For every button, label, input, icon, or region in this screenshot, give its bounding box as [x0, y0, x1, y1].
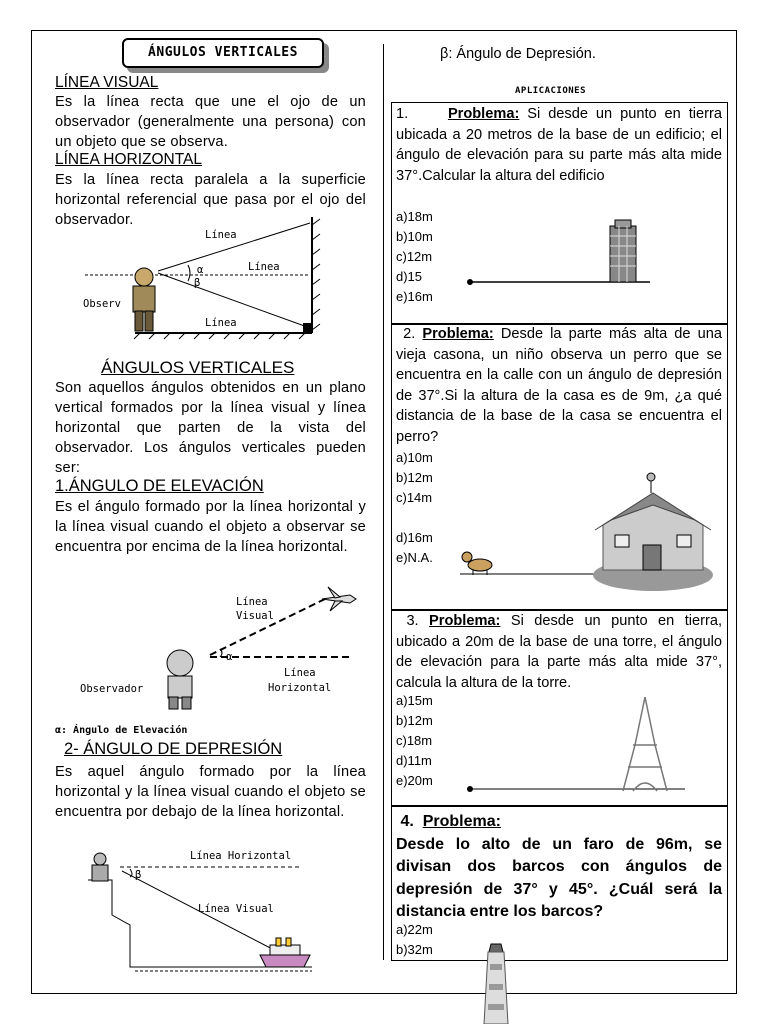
diagram3-beta: β — [135, 869, 142, 881]
linea-horizontal-title: LÍNEA HORIZONTAL — [55, 151, 202, 168]
diagram2-visual1: Línea — [236, 596, 268, 608]
depresion-text: Es aquel ángulo formado por la línea horizontal y la línea visual cuando el objeto se encuentra por debajo de la línea horizontal. — [55, 764, 366, 820]
problem-1-text — [396, 104, 722, 186]
elevacion-text: Es el ángulo formado por la línea horizontal y la línea visual cuando el objeto a observar se encuentra por encima de la línea horizontal. — [55, 499, 366, 555]
linea-visual-title: LÍNEA VISUAL — [55, 74, 159, 91]
option: b)32m — [396, 942, 433, 957]
problem-2-number: 2. — [403, 326, 416, 342]
option: c)14m — [396, 490, 433, 505]
eiffel-tower-icon — [623, 697, 667, 791]
elevacion-title: 1.ÁNGULO DE ELEVACIÓN — [55, 477, 264, 495]
building-icon — [610, 220, 636, 282]
problem-2-label: Problema: — [422, 326, 494, 342]
diagram2-observer: Observador — [80, 683, 144, 695]
option: d)16m — [396, 530, 433, 545]
diagram1-bottom-label: Línea — [205, 317, 237, 329]
angulos-verticales-title: ÁNGULOS VERTICALES — [101, 358, 295, 377]
option: b)12m — [396, 470, 433, 485]
problem-4-text — [396, 811, 722, 924]
house-icon — [593, 493, 713, 591]
option: c)12m — [396, 249, 433, 264]
ship-icon — [260, 938, 310, 967]
diagram2-visual2: Visual — [236, 610, 274, 622]
problem-2-text — [396, 324, 722, 447]
option: a)10m — [396, 450, 433, 465]
lighthouse-icon — [484, 944, 508, 1024]
problem-2-statement: Desde la parte más alta de una vieja casona, un niño observa un perro que se encuentra en la calle con un ángulo de depresión de 37°.Si la altura de la casa es de 9m, ¿a qué distancia de la base de la casa se encuentra el perro? — [396, 326, 722, 445]
linea-visual-text: Es la línea recta que une el ojo de un observador (generalmente una persona) con un objeto que se observa. — [55, 94, 366, 150]
problem-2-options — [396, 448, 433, 568]
dog-icon — [462, 552, 492, 575]
diagram1-mid-label: Línea — [248, 261, 280, 273]
aplicaciones-label: APLICACIONES — [515, 86, 587, 96]
option: c)18m — [396, 733, 433, 748]
option: a)18m — [396, 209, 433, 224]
option: d)11m — [396, 753, 432, 768]
column-divider — [383, 44, 384, 960]
problem-3-label: Problema: — [429, 613, 501, 629]
linea-horizontal-text: Es la línea recta paralela a la superficie horizontal referencial que pasa por el ojo del observador. — [55, 172, 366, 228]
observer-figure-icon — [133, 268, 155, 331]
problem-1-label: Problema: — [447, 106, 520, 122]
alpha-caption: α: Ángulo de Elevación — [55, 725, 188, 736]
option: e)20m — [396, 773, 433, 788]
child-icon — [647, 473, 655, 493]
diagram2-horiz1: Línea — [284, 667, 316, 679]
diagram3-visual: Línea Visual — [198, 903, 274, 915]
diagram1-beta: β — [194, 277, 201, 289]
boy-icon — [92, 853, 108, 881]
diagram1-observer: Observ — [83, 298, 121, 310]
diagram1-alpha: α — [197, 264, 204, 276]
problem-3-options — [396, 691, 433, 791]
option: b)12m — [396, 713, 433, 728]
house-illustration — [455, 465, 720, 595]
diagram2-horiz2: Horizontal — [268, 682, 332, 694]
option: e)16m — [396, 289, 433, 304]
title-box: ÁNGULOS VERTICALES — [122, 38, 324, 68]
option: b)10m — [396, 229, 433, 244]
option: a)15m — [396, 693, 433, 708]
tower-illustration — [465, 695, 695, 800]
depresion-title: 2- ÁNGULO DE DEPRESIÓN — [64, 740, 283, 758]
diagram2-alpha: α — [226, 651, 233, 663]
observer-figure-icon — [167, 650, 193, 709]
lighthouse-illustration — [476, 940, 516, 1024]
option: d)15 — [396, 269, 423, 284]
problem-4-label: Problema: — [422, 813, 501, 830]
problem-4-statement: Desde lo alto de un faro de 96m, se divisan dos barcos con ángulos de depresión de 37° y 45°. ¿Cuál será la distancia entre los barcos? — [396, 835, 722, 920]
problem-3-number: 3. — [406, 613, 419, 629]
problem-3-text — [396, 611, 722, 693]
problem-1-statement: Si desde un punto en tierra ubicada a 20 metros de la base de un edificio; el ángulo de elevación para su parte más alta mide 37°.Calcular la altura del edificio — [396, 106, 722, 184]
problem-1-number: 1. — [396, 106, 409, 122]
building-illustration — [460, 212, 660, 292]
diagram1-top-label: Línea — [205, 229, 237, 241]
diagram3-horiz: Línea Horizontal — [190, 850, 292, 862]
problem-4-options — [396, 920, 433, 960]
problem-3-statement: Si desde un punto en tierra, ubicado a 20m de la base de una torre, el ángulo de elevación para la parte más alta mide 37°, calcula la altura de la torre. — [396, 613, 723, 691]
plane-icon — [322, 587, 356, 611]
option — [396, 508, 433, 528]
problem-1-options — [396, 207, 433, 307]
beta-caption: β: Ángulo de Depresión. — [440, 46, 596, 62]
option: e)N.A. — [396, 550, 433, 565]
option: a)22m — [396, 922, 433, 937]
problem-4-number: 4. — [400, 813, 414, 830]
angulos-verticales-text: Son aquellos ángulos obtenidos en un plano vertical formados por la línea visual y línea horizontal que parten de la vista del observador. Los ángulos verticales pueden ser: — [55, 380, 366, 476]
